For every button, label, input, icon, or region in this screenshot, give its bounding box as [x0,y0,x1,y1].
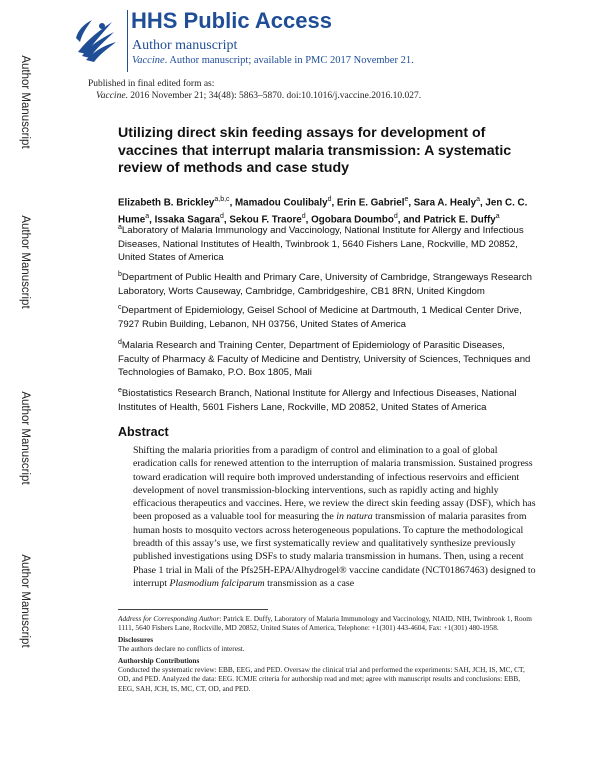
author-separator: , [479,197,486,209]
author-name: Patrick E. Duffy [423,214,496,226]
article-title: Utilizing direct skin feeding assays for development of vaccines that interrupt malaria transmission: A systematic review of methods and case study [118,125,512,176]
author-name: Mamadou Coulibaly [235,197,328,209]
citation [88,90,558,102]
side-label: Author Manuscript [19,55,31,149]
affiliation-mark: c [118,304,122,311]
hhs-eagle-logo-icon [72,12,120,64]
affiliation [118,221,536,264]
disclosures-text: The authors declare no conflicts of interest. [118,644,245,654]
author-separator: , [408,197,414,209]
abstract-text: transmission as a case [264,577,355,589]
side-margin [0,0,40,776]
affiliation [118,384,536,414]
author-affiliation-mark: d [393,212,398,220]
affiliation-mark: a [118,224,122,231]
author-affiliation-mark: a [495,212,500,220]
abstract-text: transmission of malaria parasites from human hosts to mosquito vectors across heterogeneous populations. To capture the methodological breadth of this assay’s use, we first systematically review and qualitatively synthesize previously published investigations using DSFs to study malaria transmission in humans. Then, using a recent Phase 1 trial in Mali of the Pfs25H-EPA/Alhydrogel® vaccine candidate (NCT01867463) designed to interrupt [133,511,536,589]
author-affiliation-mark: a [476,196,480,203]
affiliation-mark: b [118,271,122,278]
contributions-text: Conducted the systematic review: EBB, EEG, and PED. Oversaw the clinical trial and performed the experiments: SAH, JCH, IS, MC, CT, OD, and PED. Analyzed the data: EEG. ICMJE criteria for authorship read and met; agree with manuscript results and conclusions: EBB, EEG, SAH, JCH, IS, MC, CT, OD, and PED. [118,665,525,693]
abstract-italic: Plasmodium falciparum [169,577,265,589]
footnotes [118,614,536,693]
affiliation-text: Department of Epidemiology, Geisel School of Medicine at Dartmouth, 1 Medical Center Drive, 7927 Rubin Building, Lebanon, NH 03756, United States of America [118,305,522,330]
affiliation [118,336,536,379]
publication-info [88,78,558,102]
hhs-title: HHS Public Access [131,8,332,33]
affiliation-text: Department of Public Health and Primary Care, University of Cambridge, Strangeways Research Laboratory, Worts Causeway, Cambridge, Cambridgeshire, CB1 8RN, United Kingdom [118,272,532,297]
affiliation-text: Biostatistics Research Branch, National Institute for Allergy and Infectious Diseases, National Institutes of Health, 5601 Fishers Lane, Rockville, MD 20852, United States of America [118,388,517,413]
abstract-body [133,444,538,590]
author-name: Jen C. C. Hume [118,197,528,226]
citation-details: . 2016 November 21; 34(48): 5863–5870. doi:10.1016/j.vaccine.2016.10.027. [125,91,422,101]
author-manuscript-label: Author manuscript [132,38,238,53]
citation-journal: Vaccine [96,91,126,101]
corresponding-label: Address for Corresponding Author [118,614,220,623]
author-separator: , [331,197,337,209]
author-affiliation-mark: d [301,212,306,220]
affiliation-text: Laboratory of Malaria Immunology and Vaccinology, National Institute for Allergy and Infectious Diseases, National Institutes of Health, Twinbrook 1, 5640 Fishers Lane, Rockville, MD 20852, United States of America [118,225,524,263]
hhs-header [72,8,592,70]
author-name: Elizabeth B. Brickley [118,197,215,209]
affiliation-mark: d [118,339,122,346]
pmc-availability [132,55,414,66]
author-name: Erin E. Gabriel [336,197,405,209]
author-separator: , [149,214,155,226]
author-affiliation-mark: e [404,196,409,203]
author-affiliation-mark: d [327,196,332,203]
published-in-label: Published in final edited form as: [88,79,215,89]
author-name: Ogobara Doumbo [311,214,394,226]
author-separator: , [223,214,230,226]
side-label: Author Manuscript [19,215,31,309]
header-divider [127,10,128,72]
journal-name: Vaccine [132,55,165,66]
affiliation-text: Malaria Research and Training Center, Department of Epidemiology of Parasitic Diseases, Faculty of Pharmacy & Faculty of Medicine and Dentistry, University of Sciences, Techniques and Technologies of Bamako, P.O. Box 1805, Mali [118,340,531,378]
availability-text: . Author manuscript; available in PMC 2017 November 21. [164,55,414,66]
corresponding-author [118,614,536,633]
author-name: Sekou F. Traore [229,214,302,226]
disclosures-heading: Disclosures [118,634,154,644]
abstract-heading: Abstract [118,425,169,439]
author-name: Issaka Sagara [154,214,220,226]
author-affiliation-mark: a [145,212,150,220]
abstract-italic: in natura [336,511,373,523]
author-separator: , [305,214,312,226]
side-label: Author Manuscript [19,391,31,485]
corresponding-text: : Patrick E. Duffy, Laboratory of Malaria Immunology and Vaccinology, NIAID, NIH, Twinbrook 1, Room 1111, 5640 Fishers Lane, Rockville, MD 20852, United States of America, Telephone: +1(301) 443-4604, Fax: +1(301) 480-1958. [118,614,532,633]
author-affiliation-mark: a,b,c [214,196,230,203]
side-label: Author Manuscript [19,554,31,648]
author-affiliation-mark: d [219,212,224,220]
affiliation [118,268,536,298]
contributions-heading: Authorship Contributions [118,655,200,665]
author-name: Sara A. Healy [413,197,477,209]
author-separator: , [229,197,236,209]
abstract-text: Shifting the malaria priorities from a paradigm of control and elimination to a goal of global eradication calls for renewed attention to the interruption of malaria transmission. Sustained progress toward eradication will require both improved understanding of infectious reservoirs and efficient development of novel transmission-blocking interventions, such as rapidly acting and highly efficacious therapeutics and vaccines. Here, we review the direct skin feeding assay (DSF), which has been proposed as a valuable tool for measuring the [133,445,536,523]
affiliation-mark: e [118,387,122,394]
affiliation [118,301,536,331]
footnote-divider [118,609,268,610]
author-separator: , and [397,214,424,226]
